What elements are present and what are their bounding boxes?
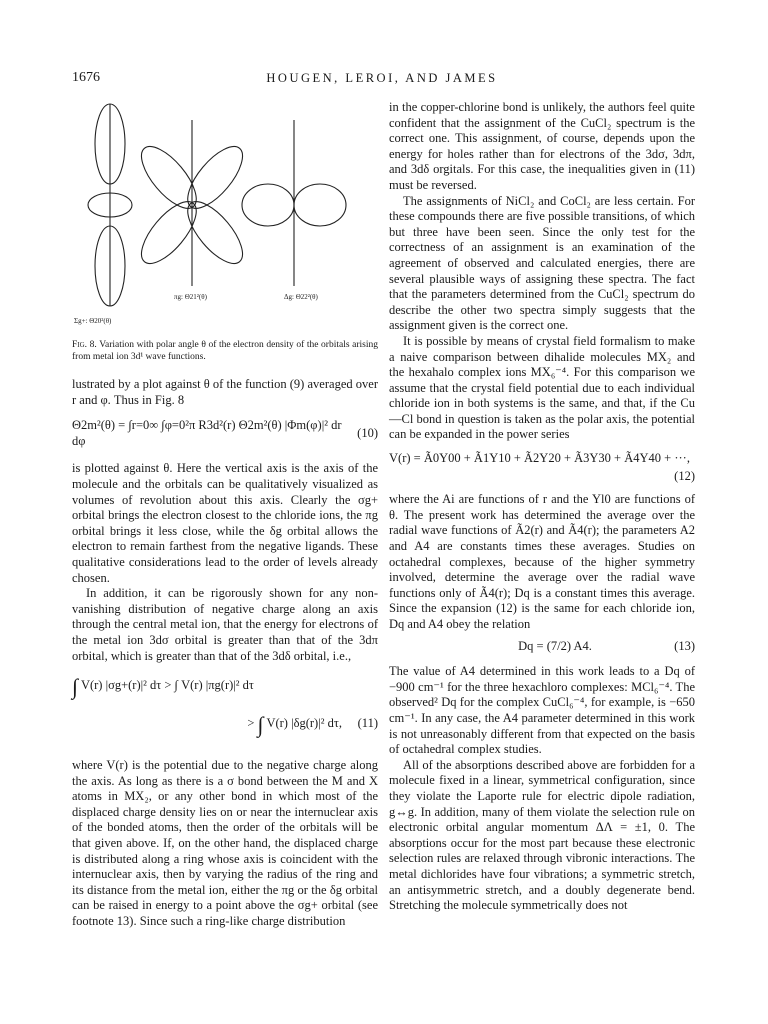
running-title: HOUGEN, LEROI, AND JAMES <box>266 71 498 85</box>
delta-label: Δg: Θ22²(θ) <box>284 293 318 301</box>
right-paragraph-2: The assignments of NiCl₂ and CoCl₂ are less certain. For these compounds there are five possible transitions, of which but three have been seen. Since the only test for the correctness of an assignment is an examination of the agreement of observed and calculated energies, there are several plausible ways of assigning these spectra. The fact that the parameters determined from the CuCl₂ spectrum do describe the other two spectra simply suggests that the assignment given is the correct one. <box>389 193 695 333</box>
pi-lobe-2 <box>178 193 251 272</box>
equation-13-expression: Dq = (7/2) A4. <box>518 638 592 653</box>
caption-label: Fig. 8. <box>72 340 97 350</box>
figure-8 <box>72 100 378 332</box>
equation-12-number: (12) <box>674 468 695 483</box>
equation-11-line-1-text: V(r) |σg+(r)|² dτ > ∫ V(r) |πg(r)|² dτ <box>80 678 254 693</box>
right-paragraph-1: in the copper-chlorine bond is unlikely, the authors feel quite confident that the assignment of the CuCl₂ spectrum is the correct one. This assignment, of course, depends upon the energy for holes rather than for electrons of the 3dσ, 3dπ, and 3dδ orgitals. For this case, the inequalities given in (11) must be reversed. <box>389 100 695 192</box>
equation-10-expression: Θ2m²(θ) = ∫r=0∞ ∫φ=0²π R3d²(r) Θ2m²(θ) |Φm(φ)|² dr dφ <box>72 418 342 448</box>
delta-left-lobe <box>242 184 294 226</box>
equation-11 <box>72 674 378 748</box>
equation-11-line-2-text: V(r) |δg(r)|² dτ, <box>266 716 342 731</box>
equation-11-number: (11) <box>357 716 378 731</box>
pi-label: πg: Θ21²(θ) <box>174 293 207 301</box>
equation-11-line-2: > ∫ V(r) |δg(r)|² dτ, <box>247 712 342 738</box>
equation-13 <box>389 639 695 655</box>
right-column <box>389 100 695 914</box>
equation-12-expression: V(r) = Ã0Y00 + Ã1Y10 + Ã2Y20 + Ã3Y30 + Ã4Y40 + ···, <box>389 451 690 466</box>
page-header <box>72 70 692 90</box>
equation-10 <box>72 418 378 449</box>
right-paragraph-3: It is possible by means of crystal field formalism to make a naive comparison between dihalide molecules MX₂ and the hexahalo complex ions MX₆⁻⁴. For this comparison we assume that the crystal field potential due to each individual chloride ion in both systems is the same, and that, if the Cu—Cl bond in question is taken as the polar axis, the potential can be expanded in the power series <box>389 333 695 442</box>
left-paragraph-1: lustrated by a plot against θ of the function (9) averaged over r and φ. Thus in Fig. 8 <box>72 377 378 407</box>
figure-caption <box>72 340 378 363</box>
delta-right-lobe <box>294 184 346 226</box>
left-paragraph-3: In addition, it can be rigorously shown for any non-vanishing distribution of negative charge along an axis through the central metal ion, that the energy for electrons of the metal ion 3dσ orbital is greater than that of the 3dπ orbital, which is greater than that of the 3dδ orbital, i.e., <box>72 586 378 663</box>
orbital-plots <box>72 100 378 332</box>
page-number: 1676 <box>72 70 100 85</box>
equation-10-number: (10) <box>357 425 378 440</box>
equation-12 <box>389 451 695 467</box>
equation-11-line-1: ∫ V(r) |σg+(r)|² dτ > ∫ V(r) |πg(r)|² dτ <box>72 674 254 700</box>
pi-lobe-4 <box>132 138 205 217</box>
caption-text: Variation with polar angle θ of the electron density of the orbitals arising from metal ion 3d¹ wave functions. <box>72 340 378 362</box>
equation-13-number: (13) <box>674 638 695 653</box>
right-paragraph-4: where the Ai are functions of r and the Yl0 are functions of θ. The present work has determined the average over the radial wave functions of Ã2(r) and Ã4(r); the parameters A2 and A4 are constants times these averages. Studies on octahedral complexes, because of the higher symmetry involved, determine the average over the radial wave functions only of Ã4(r); Dq is a constant times this average. Since the expansion (12) is the same for each chloride ion, Dq and A4 obey the relation <box>389 492 695 631</box>
right-paragraph-6: All of the absorptions described above are forbidden for a molecule fixed in a linear, symmetrical configuration, since they violate the Laporte rule for electric dipole radiation, g↔g. In addition, many of them violate the selection rule on electronic orbital angular momentum ΔΛ = ±1, 0. The absorptions occur for the most part because these electronic selection rules are relaxed through vibronic interactions. The metal dichlorides have four vibrations; a symmetric stretch, an antisymmetric stretch, and a doubly degenerate bend. Stretching the molecule symmetrically does not <box>389 757 695 913</box>
left-column <box>72 100 378 930</box>
sigma-label: Σg+: Θ20²(θ) <box>74 317 112 325</box>
left-paragraph-2: is plotted against θ. Here the vertical axis is the axis of the molecule and the orbitals can be qualitatively visualized as volumes of revolution about this axis. Clearly the σg+ orbital brings the electron closest to the chloride ions, the πg orbital brings it less close, while the δg orbital allows the electron to remain farthest from the negative ligands. These qualitative considerations lead to the order of levels already chosen. <box>72 461 378 585</box>
right-paragraph-5: The value of A4 determined in this work leads to a Dq of −900 cm⁻¹ for the three hexachloro complexes: MCl₆⁻⁴. The observed² Dq for the complex CuCl₆⁻⁴, for example, is −650 cm⁻¹. In any case, the A4 parameter determined in this work is not unreasonably different from that expected on the basis of octahedral complex studies. <box>389 664 695 757</box>
left-paragraph-4: where V(r) is the potential due to the negative charge along the axis. As long as there is a σ bond between the M and X atoms in MX₂, or any other bond in which most of the displaced charge density lies on or near the internuclear axis of the bonded atoms, then the order of the orbitals will be that given above. If, on the other hand, the displaced charge is distributed along a ring whose axis is coincident with the internuclear axis, then by varying the radius of the ring and its distance from the metal ion, either the πg or the δg orbital can be raised in energy to a point above the σg+ orbital (see footnote 13). Since such a ring-like charge distribution <box>72 758 378 929</box>
